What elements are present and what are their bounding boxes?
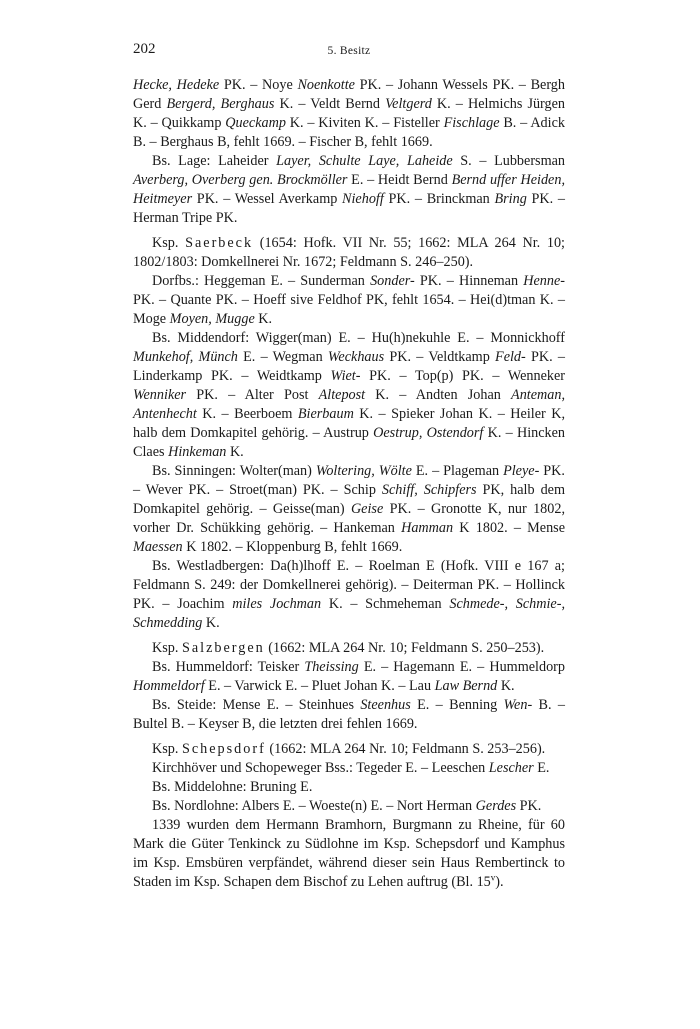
paragraph [133, 557, 565, 633]
text-run: Bs. Hummeldorf: Teisker [152, 659, 305, 675]
text-run: K. – Helmichs Jürgen K. – Quikkamp [133, 96, 566, 131]
italic-name: Wen- [503, 697, 533, 713]
text-run: E. – Wegman [237, 349, 328, 365]
paragraph [133, 696, 565, 734]
paragraph [133, 76, 565, 152]
parish-heading [133, 639, 565, 658]
parish-name: Saerbeck [185, 235, 254, 251]
text-run: (1662: MLA 264 Nr. 10; Feldmann S. 253–256). [265, 741, 546, 757]
parish-name: Salzbergen [181, 640, 265, 656]
italic-name: Veltgerd [385, 96, 432, 112]
text-run: K. – Andten Johan [365, 387, 512, 403]
text-run: K. [202, 615, 220, 631]
text-run: Ksp. [152, 235, 186, 251]
text-run: PK. – Noye [219, 77, 298, 93]
running-head: 5. Besitz [327, 45, 371, 57]
text-run: Bs. Sinningen: Wolter(man) [152, 463, 316, 479]
superscript: v [490, 872, 496, 883]
italic-name: Queckamp [225, 115, 286, 131]
paragraph [133, 816, 565, 892]
text-run: ). [495, 874, 504, 890]
text-run: PK. – Veldtkamp [384, 349, 496, 365]
text-run: Bs. Middelohne: Bruning E. [152, 779, 313, 795]
paragraph [133, 152, 565, 228]
text-run: K. [254, 311, 273, 327]
italic-name: Layer, Schulte Laye, Laheide [276, 153, 453, 169]
page-header [133, 40, 565, 66]
text-run: E. – Benning [410, 697, 504, 713]
italic-name: Schmede-, Schmie-, Schmedding [133, 596, 565, 631]
italic-name: Steenhus [360, 697, 411, 713]
italic-name: Law Bernd [434, 678, 498, 694]
italic-name: Henne- [523, 273, 565, 289]
text-run: PK. – Gronotte K, nur 1802, vorher Dr. Schükking gehörig. – Hankeman [133, 501, 565, 536]
text-run: K 1802. – Kloppenburg B, fehlt 1669. [182, 539, 403, 555]
italic-name: Schiff, Schipfers [381, 482, 477, 498]
italic-name: Maessen [133, 539, 183, 555]
italic-name: Anteman, Antenhecht [133, 387, 566, 422]
document-page [133, 40, 565, 892]
paragraph [133, 462, 565, 557]
italic-name: Feld- [495, 349, 526, 365]
italic-name: Fischlage [443, 115, 500, 131]
text-run: (1662: MLA 264 Nr. 10; Feldmann S. 250–253). [264, 640, 545, 656]
text-run: PK. – Quante PK. – Hoeff sive Feldhof PK, fehlt 1654. – Hei(d)tman K. – Moge [133, 292, 565, 327]
paragraph [133, 759, 565, 778]
italic-name: Munkehof, Münch [133, 349, 238, 365]
italic-name: Bierbaum [297, 406, 354, 422]
italic-name: Moyen, Mugge [169, 311, 255, 327]
text-run: K. – Hincken Claes [133, 425, 566, 460]
text-run: PK. – Wessel Averkamp [192, 191, 343, 207]
text-run: E. – Hagemann E. – Hummeldorp [358, 659, 565, 675]
italic-name: Bernd uffer Heiden, Heitmeyer [133, 172, 565, 207]
text-run: K. – Veldt Bernd [274, 96, 386, 112]
text-run: S. – Lubbersman [452, 153, 565, 169]
text-run: PK. – Top(p) PK. – Wenneker [360, 368, 565, 384]
italic-name: Hommeldorf [133, 678, 205, 694]
text-run: E. – Plageman [411, 463, 504, 479]
parish-heading [133, 740, 565, 759]
text-run: 1339 wurden dem Hermann Bramhorn, Burgmann zu Rheine, für 60 Mark die Güter Tenkinck zu Südlohne im Ksp. Schepsdorf und Kamphus im Ksp. Emsbüren verpfändet, während dieser sein Haus Rembertinck to Staden im Ksp. Schapen dem Bischof zu Lehen auftrug (Bl. 15 [133, 817, 565, 890]
text-run: PK. – Alter Post [186, 387, 319, 403]
text-run: K. – Spieker Johan K. – Heiler K, halb dem Domkapitel gehörig. – Austrup [133, 406, 565, 441]
italic-name: Bergerd, Berghaus [166, 96, 275, 112]
text-run: PK. – Johann Wessels PK. – Bergh Gerd [133, 77, 565, 112]
italic-name: Theissing [304, 659, 359, 675]
italic-name: Sonder- [370, 273, 415, 289]
text-run: Kirchhöver und Schopeweger Bss.: Tegeder E. – Leeschen [152, 760, 489, 776]
text-run: K 1802. – Mense [453, 520, 565, 536]
text-run: PK. [516, 798, 542, 814]
italic-name: miles Jochman [232, 596, 322, 612]
text-run: Bs. Lage: Laheider [152, 153, 277, 169]
text-run: K. [226, 444, 244, 460]
italic-name: Gerdes [475, 798, 517, 814]
text-run: K. [497, 678, 515, 694]
text-run: Bs. Nordlohne: Albers E. – Woeste(n) E. – Nort Herman [152, 798, 476, 814]
text-run: PK, halb dem Domkapitel gehörig. – Geisse(man) [133, 482, 565, 517]
text-run: K. – Beerboem [196, 406, 298, 422]
italic-name: Hinkeman [168, 444, 227, 460]
paragraph [133, 778, 565, 797]
text-run: PK. – Brinckman [383, 191, 495, 207]
text-run: Dorfbs.: Heggeman E. – Sunderman [152, 273, 371, 289]
text-run: Ksp. [152, 741, 182, 757]
text-run: PK. – Wever PK. – Stroet(man) PK. – Schip [133, 463, 565, 498]
italic-name: Hecke, Hedeke [133, 77, 220, 93]
text-run: E. [533, 760, 550, 776]
text-run: B. – Bultel B. – Keyser B, die letzten drei fehlen 1669. [133, 697, 565, 732]
italic-name: Woltering, Wölte [315, 463, 412, 479]
parish-name: Schepsdorf [181, 741, 266, 757]
text-run: Bs. Steide: Mense E. – Steinhues [152, 697, 361, 713]
italic-name: Wiet- [330, 368, 361, 384]
text-run: PK. – Linderkamp PK. – Weidtkamp [133, 349, 565, 384]
paragraph [133, 272, 565, 329]
italic-name: Niehoff [342, 191, 384, 207]
text-run: PK. – Hinneman [414, 273, 524, 289]
paragraph [133, 797, 565, 816]
text-run: PK. – Herman Tripe PK. [133, 191, 565, 226]
italic-name: Weckhaus [327, 349, 385, 365]
text-run: K. – Schmeheman [321, 596, 450, 612]
text-run: Ksp. [152, 640, 182, 656]
text-run: Bs. Middendorf: Wigger(man) E. – Hu(h)nekuhle E. – Monnickhoff [152, 330, 565, 346]
italic-name: Wenniker [133, 387, 187, 403]
page-number: 202 [133, 41, 156, 57]
parish-heading [133, 234, 565, 272]
text-run: E. – Varwick E. – Pluet Johan K. – Lau [204, 678, 435, 694]
text-run: B. – Adick B. – Berghaus B, fehlt 1669. – Fischer B, fehlt 1669. [133, 115, 565, 150]
italic-name: Hamman [401, 520, 454, 536]
text-run: K. – Kiviten K. – Fisteller [285, 115, 444, 131]
text-run: E. – Heidt Bernd [347, 172, 452, 188]
italic-name: Lescher [488, 760, 534, 776]
italic-name: Oestrup, Ostendorf [373, 425, 484, 441]
paragraph [133, 658, 565, 696]
text-run: Bs. Westladbergen: Da(h)lhoff E. – Roelman E (Hofk. VIII e 167 a; Feldmann S. 249: der Domkellnerei gehörig). – Deiterman PK. – Hollinck PK. – Joachim [133, 558, 565, 612]
italic-name: Pleye- [503, 463, 540, 479]
italic-name: Altepost [318, 387, 366, 403]
text-run: (1654: Hofk. VII Nr. 55; 1662: MLA 264 Nr. 10; 1802/1803: Domkellnerei Nr. 1672; Feldmann S. 246–250). [133, 235, 565, 270]
paragraph [133, 329, 565, 462]
italic-name: Averberg, Overberg gen. Brockmöller [133, 172, 348, 188]
italic-name: Bring [494, 191, 527, 207]
italic-name: Noenkotte [297, 77, 355, 93]
italic-name: Geise [350, 501, 384, 517]
